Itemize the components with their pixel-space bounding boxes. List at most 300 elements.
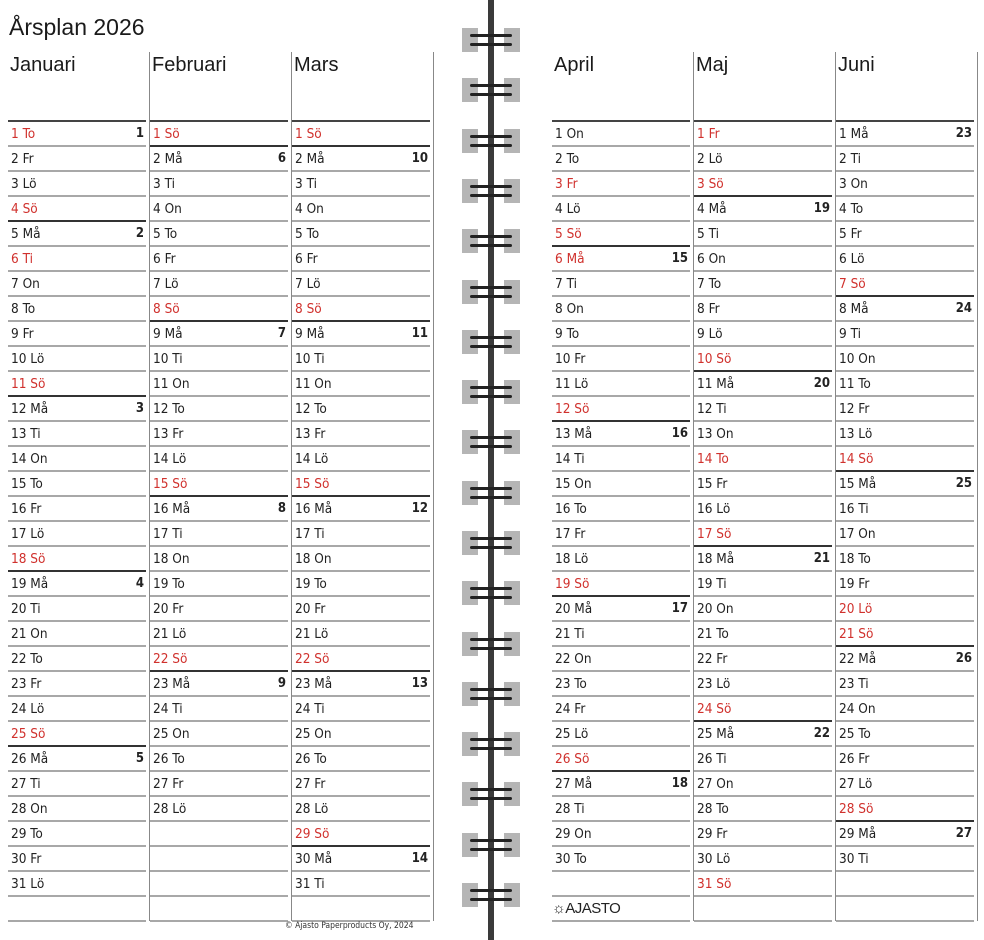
day-row[interactable] <box>836 222 974 247</box>
day-row[interactable] <box>836 272 974 297</box>
day-row[interactable] <box>150 272 288 297</box>
day-row[interactable] <box>292 872 430 897</box>
day-row[interactable] <box>694 672 832 697</box>
day-row[interactable] <box>150 622 288 647</box>
day-row[interactable] <box>836 572 974 597</box>
day-label: 4 To <box>839 201 864 217</box>
day-row[interactable] <box>552 197 690 222</box>
day-row[interactable] <box>694 872 832 897</box>
day-row[interactable] <box>8 422 146 447</box>
day-row[interactable] <box>836 497 974 522</box>
day-row[interactable] <box>8 472 146 497</box>
day-row[interactable] <box>8 822 146 847</box>
day-label: 25 To <box>839 726 871 742</box>
ring-icon <box>462 632 520 656</box>
day-row[interactable] <box>552 747 690 772</box>
week-number: 20 <box>813 376 830 391</box>
day-row[interactable] <box>836 422 974 447</box>
day-row[interactable] <box>694 847 832 872</box>
day-label: 24 On <box>839 701 876 717</box>
day-label: 2 Lö <box>697 151 723 167</box>
day-row[interactable] <box>150 222 288 247</box>
day-row[interactable] <box>292 422 430 447</box>
day-row[interactable] <box>292 122 430 147</box>
week-number: 22 <box>813 726 830 741</box>
day-row[interactable] <box>150 647 288 672</box>
day-label: 7 Lö <box>295 276 321 292</box>
day-row[interactable] <box>836 347 974 372</box>
day-row[interactable] <box>150 197 288 222</box>
day-row[interactable] <box>292 172 430 197</box>
day-label: 7 Ti <box>555 276 577 292</box>
empty-row[interactable] <box>150 822 288 847</box>
week-number: 23 <box>955 126 972 141</box>
day-label: 12 Ti <box>697 401 727 417</box>
day-label: 5 Ti <box>697 226 719 242</box>
day-row[interactable] <box>552 447 690 472</box>
day-row[interactable] <box>694 720 832 747</box>
day-label: 6 On <box>697 251 726 267</box>
day-row[interactable] <box>8 147 146 172</box>
day-row[interactable] <box>552 847 690 872</box>
day-row[interactable] <box>292 447 430 472</box>
day-row[interactable] <box>836 322 974 347</box>
day-row[interactable] <box>836 797 974 822</box>
day-row[interactable] <box>836 722 974 747</box>
day-row[interactable] <box>292 597 430 622</box>
day-row[interactable] <box>8 447 146 472</box>
day-row[interactable] <box>694 370 832 397</box>
day-label: 19 To <box>295 576 327 592</box>
day-label: 17 Fr <box>555 526 586 542</box>
day-row[interactable] <box>292 622 430 647</box>
day-row[interactable] <box>836 372 974 397</box>
day-row[interactable] <box>292 197 430 222</box>
day-label: 12 Sö <box>555 401 590 417</box>
week-number: 16 <box>671 426 688 441</box>
day-row[interactable] <box>694 347 832 372</box>
day-row[interactable] <box>552 697 690 722</box>
week-number: 1 <box>135 126 144 141</box>
day-row[interactable] <box>552 547 690 572</box>
day-row[interactable] <box>552 397 690 422</box>
month-name: Juni <box>838 54 875 76</box>
day-label: 12 Må <box>11 401 49 417</box>
day-row[interactable] <box>694 195 832 222</box>
day-label: 1 To <box>11 126 36 142</box>
day-row[interactable] <box>150 697 288 722</box>
day-row[interactable] <box>694 397 832 422</box>
day-row[interactable] <box>8 372 146 397</box>
day-label: 14 On <box>11 451 48 467</box>
day-label: 18 Sö <box>11 551 46 567</box>
day-row[interactable] <box>8 172 146 197</box>
day-row[interactable] <box>552 297 690 322</box>
day-row[interactable] <box>8 247 146 272</box>
empty-row[interactable] <box>292 897 430 922</box>
ring-icon <box>462 531 520 555</box>
empty-row[interactable] <box>8 897 146 922</box>
day-row[interactable] <box>836 147 974 172</box>
day-row[interactable] <box>694 797 832 822</box>
day-label: 4 On <box>153 201 182 217</box>
day-row[interactable] <box>8 197 146 222</box>
week-number: 6 <box>277 151 286 166</box>
day-row[interactable] <box>836 122 974 147</box>
empty-row[interactable] <box>150 872 288 897</box>
ring-icon <box>462 732 520 756</box>
day-row[interactable] <box>836 747 974 772</box>
day-row[interactable] <box>150 670 288 697</box>
day-row[interactable] <box>552 497 690 522</box>
day-row[interactable] <box>552 770 690 797</box>
day-row[interactable] <box>292 697 430 722</box>
day-label: 16 Lö <box>697 501 731 517</box>
day-label: 27 Fr <box>153 776 184 792</box>
day-row[interactable] <box>150 472 288 497</box>
day-row[interactable] <box>836 847 974 872</box>
day-label: 28 Lö <box>153 801 187 817</box>
day-label: 27 Må <box>555 776 593 792</box>
day-row[interactable] <box>694 822 832 847</box>
day-row[interactable] <box>150 495 288 522</box>
day-row[interactable] <box>552 272 690 297</box>
day-row[interactable] <box>150 145 288 172</box>
day-label: 9 Fr <box>11 326 34 342</box>
day-row[interactable] <box>552 347 690 372</box>
day-row[interactable] <box>836 597 974 622</box>
day-row[interactable] <box>552 420 690 447</box>
day-label: 2 Ti <box>839 151 861 167</box>
day-row[interactable] <box>150 522 288 547</box>
day-label: 20 Må <box>555 601 593 617</box>
day-label: 13 On <box>697 426 734 442</box>
day-label: 13 Fr <box>295 426 326 442</box>
day-row[interactable] <box>552 722 690 747</box>
day-row[interactable] <box>694 522 832 547</box>
day-row[interactable] <box>552 822 690 847</box>
day-row[interactable] <box>292 670 430 697</box>
day-label: 25 Må <box>697 726 735 742</box>
day-row[interactable] <box>150 297 288 322</box>
day-row[interactable] <box>150 320 288 347</box>
day-list <box>150 120 288 922</box>
day-row[interactable] <box>836 622 974 647</box>
day-row[interactable] <box>8 697 146 722</box>
day-row[interactable] <box>694 647 832 672</box>
day-row[interactable] <box>552 622 690 647</box>
day-row[interactable] <box>836 295 974 322</box>
day-row[interactable] <box>292 722 430 747</box>
day-row[interactable] <box>150 447 288 472</box>
day-row[interactable] <box>552 245 690 272</box>
week-number: 7 <box>277 326 286 341</box>
day-row[interactable] <box>292 145 430 172</box>
day-row[interactable] <box>552 595 690 622</box>
empty-row[interactable] <box>150 897 288 922</box>
day-row[interactable] <box>150 547 288 572</box>
day-row[interactable] <box>292 472 430 497</box>
day-row[interactable] <box>8 797 146 822</box>
day-row[interactable] <box>694 422 832 447</box>
day-row[interactable] <box>150 247 288 272</box>
week-number: 14 <box>411 851 428 866</box>
day-row[interactable] <box>836 645 974 672</box>
day-row[interactable] <box>694 572 832 597</box>
month-name: Februari <box>152 54 227 76</box>
day-label: 3 Ti <box>295 176 317 192</box>
day-label: 6 Ti <box>11 251 33 267</box>
day-row[interactable] <box>836 197 974 222</box>
day-row[interactable] <box>292 495 430 522</box>
day-label: 25 On <box>153 726 190 742</box>
day-row[interactable] <box>552 322 690 347</box>
day-row[interactable] <box>292 522 430 547</box>
day-label: 30 Fr <box>11 851 42 867</box>
day-row[interactable] <box>8 522 146 547</box>
day-label: 5 To <box>153 226 178 242</box>
day-row[interactable] <box>552 222 690 247</box>
empty-row[interactable] <box>694 897 832 922</box>
day-row[interactable] <box>694 122 832 147</box>
day-row[interactable] <box>836 172 974 197</box>
day-label: 11 Sö <box>11 376 46 392</box>
day-row[interactable] <box>694 247 832 272</box>
month-column-juni <box>836 52 976 921</box>
day-row[interactable] <box>150 572 288 597</box>
day-row[interactable] <box>8 722 146 747</box>
day-label: 16 Må <box>153 501 191 517</box>
day-label: 22 On <box>555 651 592 667</box>
ring-icon <box>462 280 520 304</box>
day-row[interactable] <box>150 122 288 147</box>
day-row[interactable] <box>836 547 974 572</box>
day-label: 23 Fr <box>11 676 42 692</box>
day-row[interactable] <box>292 772 430 797</box>
day-row[interactable] <box>150 372 288 397</box>
day-row[interactable] <box>552 147 690 172</box>
day-row[interactable] <box>836 672 974 697</box>
day-row[interactable] <box>292 222 430 247</box>
day-label: 17 Ti <box>153 526 183 542</box>
day-row[interactable] <box>694 147 832 172</box>
day-row[interactable] <box>292 372 430 397</box>
day-row[interactable] <box>836 470 974 497</box>
day-row[interactable] <box>8 122 146 147</box>
day-row[interactable] <box>552 522 690 547</box>
day-label: 7 Lö <box>153 276 179 292</box>
day-label: 17 On <box>839 526 876 542</box>
day-row[interactable] <box>150 722 288 747</box>
day-row[interactable] <box>8 597 146 622</box>
day-row[interactable] <box>694 297 832 322</box>
day-row[interactable] <box>8 745 146 772</box>
day-row[interactable] <box>552 647 690 672</box>
day-label: 6 Fr <box>153 251 176 267</box>
day-row[interactable] <box>292 822 430 847</box>
day-label: 21 Lö <box>295 626 329 642</box>
ring-icon <box>462 581 520 605</box>
day-row[interactable] <box>694 747 832 772</box>
day-row[interactable] <box>8 395 146 422</box>
day-row[interactable] <box>8 497 146 522</box>
ring-icon <box>462 330 520 354</box>
day-label: 26 Ti <box>697 751 727 767</box>
day-label: 23 Må <box>153 676 191 692</box>
month-name: April <box>554 54 595 76</box>
day-row[interactable] <box>292 647 430 672</box>
week-number: 3 <box>135 401 144 416</box>
day-row[interactable] <box>694 497 832 522</box>
day-label: 15 To <box>11 476 43 492</box>
ring-icon <box>462 481 520 505</box>
day-row[interactable] <box>8 772 146 797</box>
day-label: 8 To <box>11 301 36 317</box>
day-row[interactable] <box>8 622 146 647</box>
day-row[interactable] <box>8 847 146 872</box>
day-label: 5 Sö <box>555 226 582 242</box>
empty-row[interactable] <box>150 847 288 872</box>
day-label: 25 On <box>295 726 332 742</box>
day-row[interactable] <box>292 320 430 347</box>
day-label: 11 Lö <box>555 376 589 392</box>
ring-icon <box>462 883 520 907</box>
day-row[interactable] <box>292 547 430 572</box>
day-row[interactable] <box>552 572 690 597</box>
day-row[interactable] <box>8 220 146 247</box>
day-label: 8 On <box>555 301 584 317</box>
empty-row[interactable] <box>836 897 974 922</box>
day-row[interactable] <box>8 297 146 322</box>
day-row[interactable] <box>836 397 974 422</box>
day-row[interactable] <box>694 772 832 797</box>
day-row[interactable] <box>8 872 146 897</box>
day-label: 17 Sö <box>697 526 732 542</box>
day-label: 29 Må <box>839 826 877 842</box>
empty-row[interactable] <box>552 872 690 897</box>
day-row[interactable] <box>150 797 288 822</box>
day-row[interactable] <box>694 697 832 722</box>
day-label: 17 Ti <box>295 526 325 542</box>
day-row[interactable] <box>292 247 430 272</box>
day-row[interactable] <box>694 447 832 472</box>
day-row[interactable] <box>8 347 146 372</box>
day-row[interactable] <box>694 272 832 297</box>
day-row[interactable] <box>150 747 288 772</box>
day-row[interactable] <box>292 347 430 372</box>
ajasto-logo <box>552 900 620 917</box>
day-row[interactable] <box>836 522 974 547</box>
day-label: 5 To <box>295 226 320 242</box>
day-row[interactable] <box>694 472 832 497</box>
day-label: 5 Fr <box>839 226 862 242</box>
day-row[interactable] <box>694 222 832 247</box>
day-row[interactable] <box>552 672 690 697</box>
day-row[interactable] <box>836 772 974 797</box>
day-row[interactable] <box>292 797 430 822</box>
day-row[interactable] <box>836 447 974 472</box>
day-label: 29 Fr <box>697 826 728 842</box>
day-label: 20 Fr <box>153 601 184 617</box>
day-label: 9 Ti <box>839 326 861 342</box>
day-row[interactable] <box>292 397 430 422</box>
day-row[interactable] <box>292 747 430 772</box>
day-label: 24 Lö <box>11 701 45 717</box>
ring-icon <box>462 229 520 253</box>
day-label: 21 On <box>11 626 48 642</box>
week-number: 12 <box>411 501 428 516</box>
empty-row[interactable] <box>836 872 974 897</box>
day-label: 13 Lö <box>839 426 873 442</box>
day-row[interactable] <box>694 545 832 572</box>
day-label: 3 Ti <box>153 176 175 192</box>
day-label: 21 Lö <box>153 626 187 642</box>
day-row[interactable] <box>552 797 690 822</box>
month-column-februari <box>150 52 290 921</box>
day-row[interactable] <box>8 647 146 672</box>
day-label: 19 Må <box>11 576 49 592</box>
day-row[interactable] <box>150 347 288 372</box>
day-label: 1 On <box>555 126 584 142</box>
day-label: 2 Fr <box>11 151 34 167</box>
day-row[interactable] <box>694 622 832 647</box>
day-label: 9 Lö <box>697 326 723 342</box>
day-row[interactable] <box>552 172 690 197</box>
week-number: 2 <box>135 226 144 241</box>
day-label: 14 Sö <box>839 451 874 467</box>
day-label: 3 Sö <box>697 176 724 192</box>
day-label: 31 Sö <box>697 876 732 892</box>
day-row[interactable] <box>150 172 288 197</box>
day-row[interactable] <box>552 122 690 147</box>
day-label: 23 Ti <box>839 676 869 692</box>
day-label: 2 Må <box>295 151 325 167</box>
day-row[interactable] <box>292 272 430 297</box>
day-row[interactable] <box>836 247 974 272</box>
day-row[interactable] <box>836 820 974 847</box>
day-label: 27 On <box>697 776 734 792</box>
day-row[interactable] <box>694 172 832 197</box>
day-row[interactable] <box>150 397 288 422</box>
day-label: 19 Fr <box>839 576 870 592</box>
day-row[interactable] <box>8 322 146 347</box>
day-label: 30 Ti <box>839 851 869 867</box>
day-label: 8 Sö <box>153 301 180 317</box>
day-list <box>8 120 146 922</box>
day-row[interactable] <box>694 597 832 622</box>
day-row[interactable] <box>292 572 430 597</box>
day-row[interactable] <box>8 272 146 297</box>
day-row[interactable] <box>8 672 146 697</box>
day-row[interactable] <box>150 772 288 797</box>
day-label: 22 Sö <box>295 651 330 667</box>
day-row[interactable] <box>552 472 690 497</box>
day-row[interactable] <box>8 547 146 572</box>
month-name: Mars <box>294 54 339 76</box>
day-row[interactable] <box>836 697 974 722</box>
day-row[interactable] <box>8 570 146 597</box>
day-row[interactable] <box>150 597 288 622</box>
day-row[interactable] <box>292 845 430 872</box>
day-label: 28 Sö <box>839 801 874 817</box>
day-row[interactable] <box>150 422 288 447</box>
day-row[interactable] <box>292 297 430 322</box>
day-list <box>836 120 974 922</box>
day-label: 29 To <box>11 826 43 842</box>
day-label: 8 Sö <box>295 301 322 317</box>
day-row[interactable] <box>694 322 832 347</box>
day-row[interactable] <box>552 372 690 397</box>
